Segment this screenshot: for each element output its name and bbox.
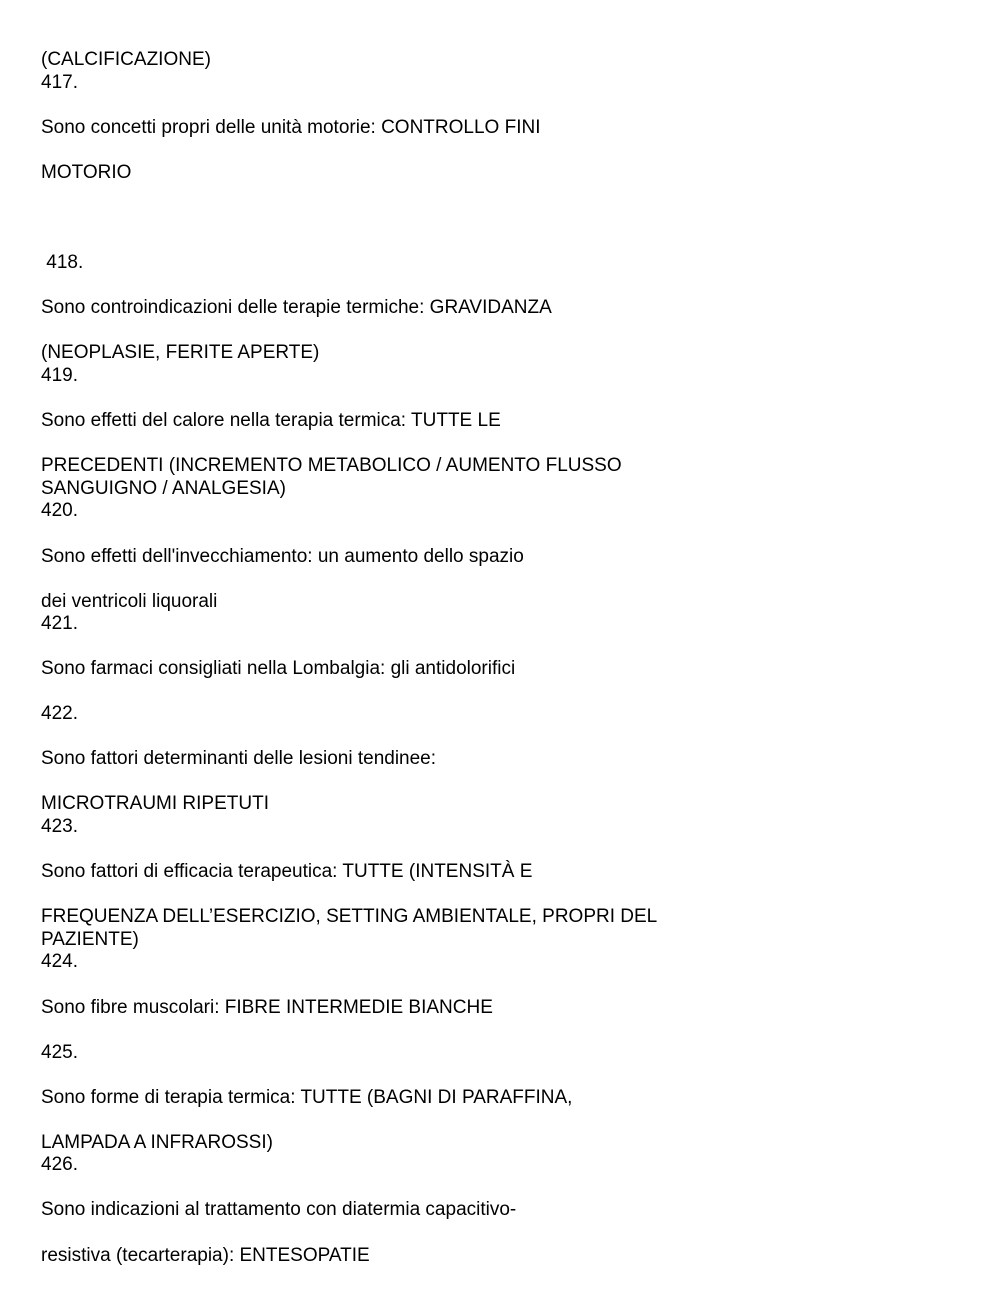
question-text: Sono fattori determinanti delle lesioni tendinee:: [41, 748, 437, 769]
question-number: 421.: [41, 613, 78, 634]
document-text-line: (CALCIFICAZIONE): [41, 49, 211, 70]
question-number: 419.: [41, 365, 78, 386]
question-text: Sono forme di terapia termica: TUTTE (BAGNI DI PARAFFINA,: [41, 1087, 573, 1108]
question-text: Sono concetti propri delle unità motorie: CONTROLLO FINI: [41, 117, 541, 138]
question-number: 420.: [41, 500, 78, 521]
answer-text: PRECEDENTI (INCREMENTO METABOLICO / AUMENTO FLUSSO: [41, 455, 622, 476]
question-number: 425.: [41, 1042, 78, 1063]
answer-text: resistiva (tecarterapia): ENTESOPATIE: [41, 1245, 370, 1266]
question-number: 417.: [41, 72, 78, 93]
answer-text: MOTORIO: [41, 162, 132, 183]
answer-text: FREQUENZA DELL’ESERCIZIO, SETTING AMBIENTALE, PROPRI DEL: [41, 906, 658, 927]
question-text: Sono fattori di efficacia terapeutica: TUTTE (INTENSITÀ E: [41, 861, 533, 882]
answer-text: PAZIENTE): [41, 929, 139, 950]
question-number: 424.: [41, 951, 78, 972]
question-number: 422.: [41, 703, 78, 724]
question-text: Sono farmaci consigliati nella Lombalgia: gli antidolorifici: [41, 658, 516, 679]
answer-text: LAMPADA A INFRAROSSI): [41, 1132, 273, 1153]
answer-text: SANGUIGNO / ANALGESIA): [41, 478, 286, 499]
question-text: Sono effetti dell'invecchiamento: un aumento dello spazio: [41, 546, 524, 567]
question-number: 426.: [41, 1154, 78, 1175]
answer-text: MICROTRAUMI RIPETUTI: [41, 793, 269, 814]
question-text: Sono indicazioni al trattamento con diatermia capacitivo-: [41, 1199, 517, 1220]
question-text: Sono fibre muscolari: FIBRE INTERMEDIE BIANCHE: [41, 997, 493, 1018]
question-number: 418.: [41, 252, 84, 273]
question-number: 423.: [41, 816, 78, 837]
question-text: Sono controindicazioni delle terapie termiche: GRAVIDANZA: [41, 297, 552, 318]
answer-text: (NEOPLASIE, FERITE APERTE): [41, 342, 320, 363]
answer-text: dei ventricoli liquorali: [41, 591, 218, 612]
question-text: Sono effetti del calore nella terapia termica: TUTTE LE: [41, 410, 501, 431]
